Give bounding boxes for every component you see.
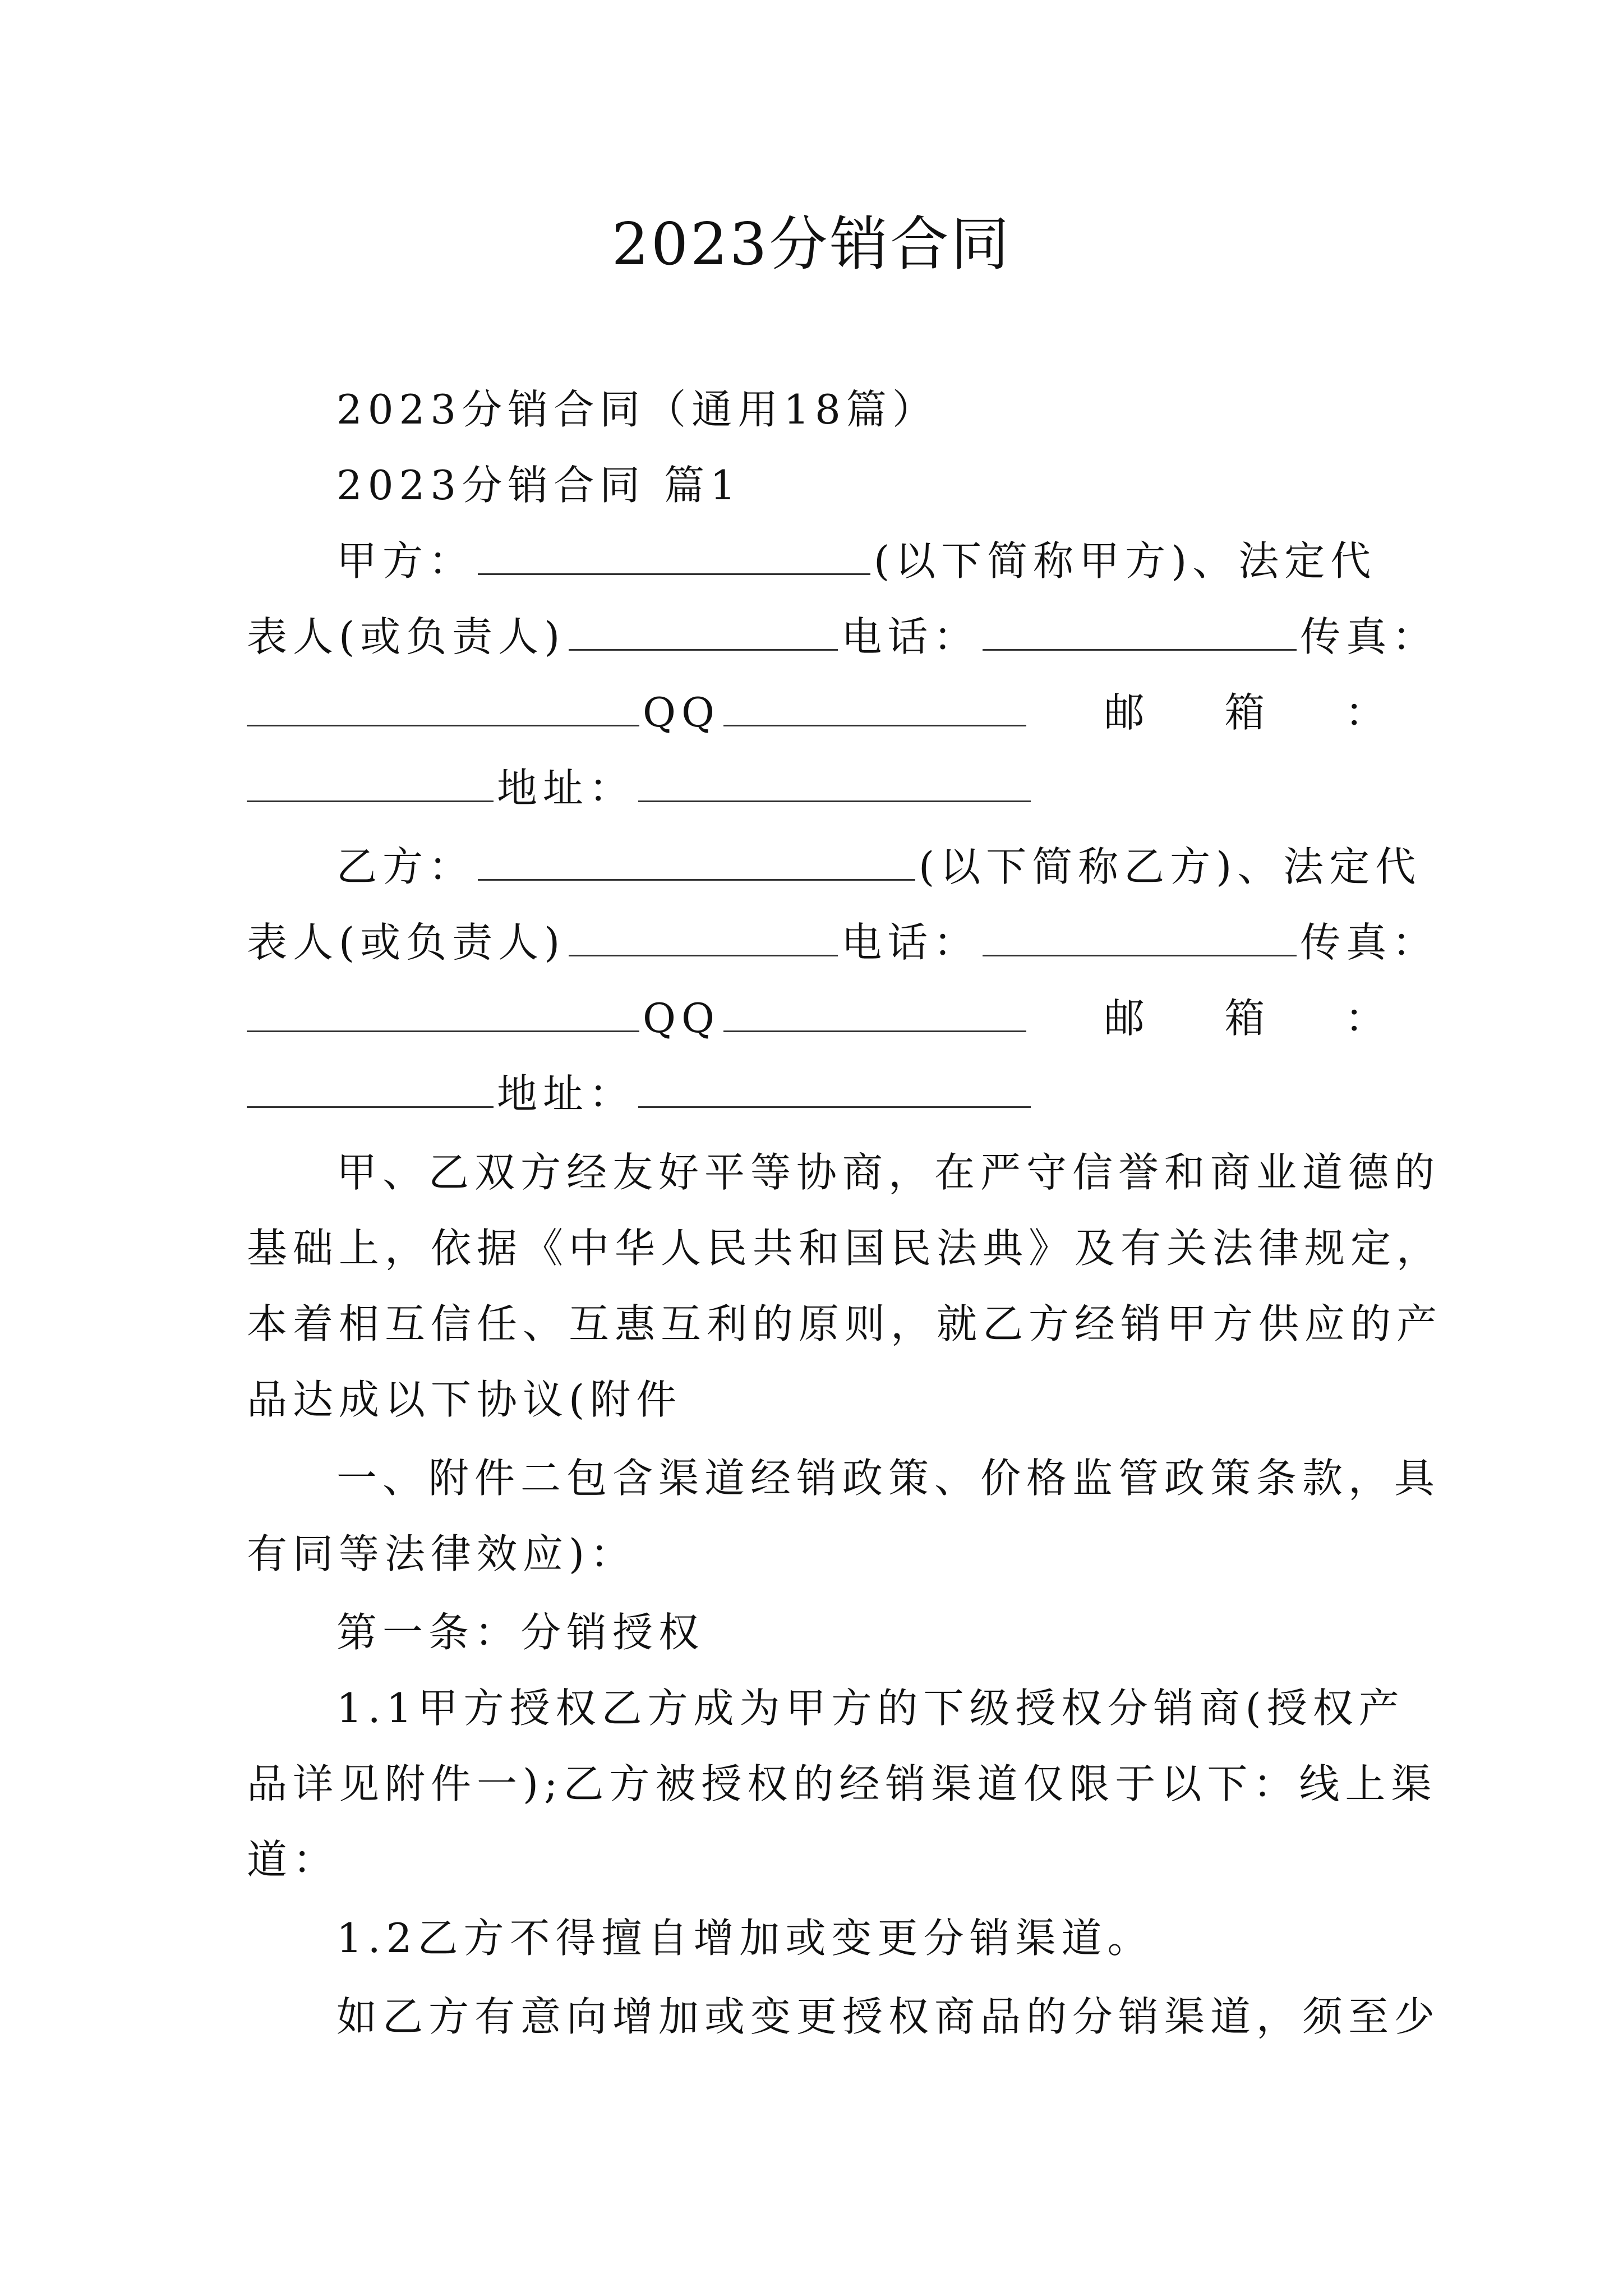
section-heading: 2023分销合同 篇1 — [336, 462, 741, 509]
party-a-email-char-1: 邮 — [1104, 689, 1150, 736]
party-a-line-4 — [247, 760, 1391, 816]
party-a-fax-qq-group — [247, 684, 1030, 740]
party-a-name-field[interactable] — [478, 534, 870, 575]
party-b-name-field[interactable] — [478, 840, 915, 881]
paragraph-1-line-2: 基础上，依据《中华人民共和国民法典》及有关法律规定， — [247, 1225, 1443, 1272]
party-a-line-1 — [336, 533, 1391, 589]
clause-1-1-line-2: 品详见附件一);乙方被授权的经销渠道仅限于以下：线上渠 — [247, 1760, 1437, 1807]
party-b-label: 乙方： — [336, 843, 475, 890]
party-b-suffix: (以下简称乙方)、法定代 — [919, 843, 1422, 890]
party-a-fax-field[interactable] — [247, 685, 639, 726]
party-b-line-3 — [247, 990, 1391, 1046]
paragraph-1-line-3: 本着相互信任、互惠互利的原则，就乙方经销甲方供应的产 — [247, 1300, 1443, 1347]
party-a-qq-field[interactable] — [723, 685, 1026, 726]
paragraph-2-line-2: 有同等法律效应)： — [247, 1530, 637, 1577]
document-subtitle: 2023分销合同（通用18篇） — [336, 386, 938, 433]
clause-1-1-line-3: 道： — [247, 1836, 339, 1883]
party-b-line-1 — [336, 839, 1422, 895]
party-a-email-char-3: ： — [1344, 689, 1391, 736]
article-1-heading: 第一条：分销授权 — [336, 1609, 705, 1656]
party-b-fax-label: 传真： — [1300, 919, 1438, 966]
party-b-fax-qq-group — [247, 990, 1030, 1046]
party-a-email-field[interactable] — [247, 761, 494, 802]
party-a-fax-label: 传真： — [1300, 613, 1438, 660]
clause-1-2: 1.2乙方不得擅自增加或变更分销渠道。 — [336, 1915, 1154, 1962]
party-b-phone-field[interactable] — [983, 915, 1297, 956]
clause-1-1-line-1: 1.1甲方授权乙方成为甲方的下级授权分销商(授权产 — [336, 1685, 1405, 1732]
paragraph-3-line-1: 如乙方有意向增加或变更授权商品的分销渠道，须至少 — [336, 1993, 1441, 2040]
party-b-email-char-2: 箱 — [1224, 995, 1271, 1042]
party-b-rep-label: 表人(或负责人) — [247, 919, 566, 966]
party-a-address-label: 地址： — [497, 765, 635, 812]
party-a-line-3 — [247, 684, 1391, 740]
paragraph-1-line-1: 甲、乙双方经友好平等协商，在严守信誉和商业道德的 — [336, 1149, 1441, 1196]
party-b-line-2 — [247, 914, 1438, 970]
party-b-address-label: 地址： — [497, 1070, 635, 1117]
party-b-rep-field[interactable] — [569, 915, 838, 956]
party-a-suffix: (以下简称甲方)、法定代 — [874, 537, 1377, 585]
paragraph-2-line-1: 一、附件二包含渠道经销政策、价格监管政策条款，具 — [336, 1455, 1441, 1502]
party-b-phone-label: 电话： — [841, 919, 980, 966]
party-b-qq-field[interactable] — [723, 991, 1026, 1032]
party-b-email-char-3: ： — [1344, 995, 1391, 1042]
party-a-line-2 — [247, 609, 1438, 665]
party-b-line-4 — [247, 1066, 1391, 1122]
party-a-email-char-2: 箱 — [1224, 689, 1271, 736]
party-a-address-field[interactable] — [638, 761, 1031, 802]
party-b-qq-label: QQ — [643, 995, 721, 1042]
party-a-rep-field[interactable] — [569, 610, 838, 651]
party-b-email-char-1: 邮 — [1104, 995, 1150, 1042]
party-a-rep-label: 表人(或负责人) — [247, 613, 566, 660]
party-b-address-field[interactable] — [638, 1067, 1031, 1108]
paragraph-1-line-4: 品达成以下协议(附件 — [247, 1376, 683, 1423]
document-title: 2023分销合同 — [611, 210, 1012, 278]
party-b-email-field[interactable] — [247, 1067, 494, 1108]
party-a-phone-label: 电话： — [841, 613, 980, 660]
party-b-fax-field[interactable] — [247, 991, 639, 1032]
party-a-label: 甲方： — [336, 537, 475, 585]
party-a-qq-label: QQ — [643, 689, 721, 736]
party-a-phone-field[interactable] — [983, 610, 1297, 651]
